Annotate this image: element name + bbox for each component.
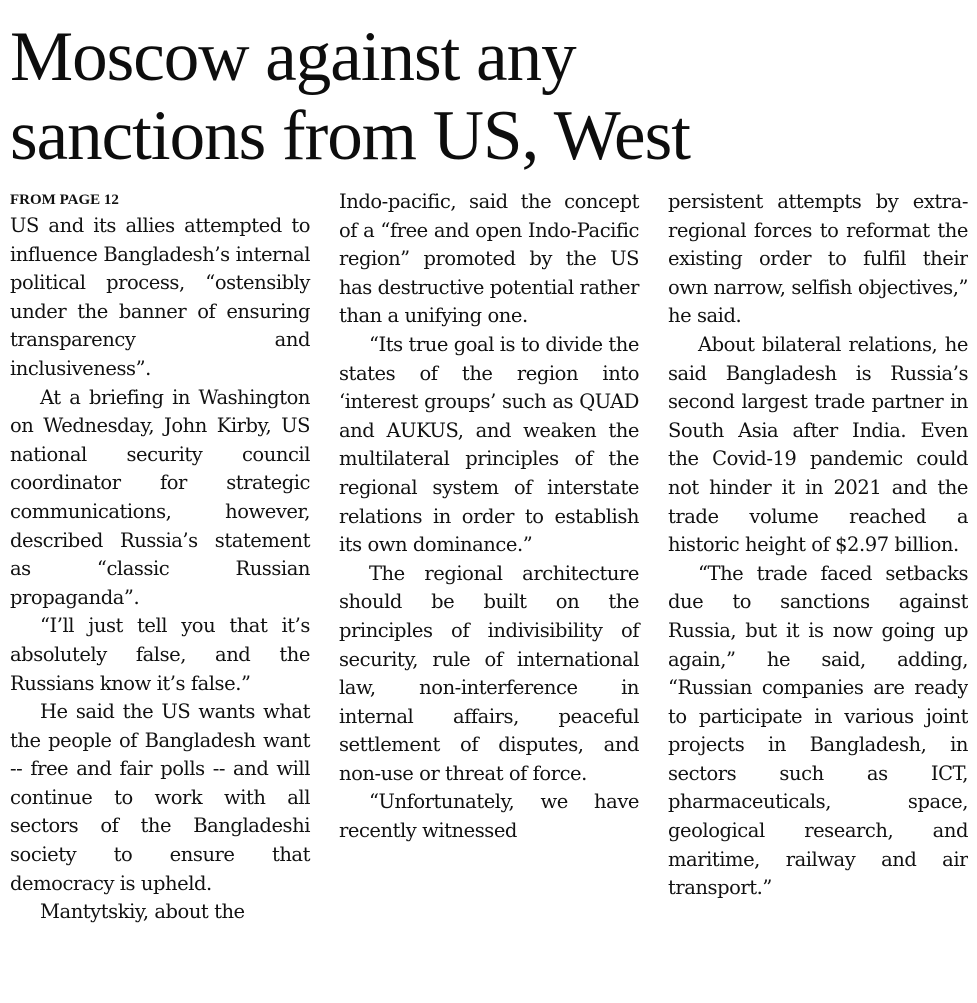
paragraph: Indo-pacific, said the concept of a “free and open Indo-Pacific region” promoted by the US has destructive potential rather than a unifying one. [339,190,639,328]
paragraph: About bilateral relations, he said Bangladesh is Russia’s second largest trade partner in South Asia after India. Even the Covid-19 pandemic could not hinder it in 2021 and the trade volume reached a historic height of $2.97 billion. [668,332,968,557]
headline-line-1: Moscow against any [10,18,576,96]
headline-line-2: sanctions from US, West [10,97,690,175]
paragraph: The regional architecture should be built on the principles of indivisibility of security, rule of international law, non-interference in internal affairs, peaceful settlement of disputes, and non-use or threat of force. [339,561,639,785]
paragraph: “I’ll just tell you that it’s absolutely false, and the Russians know it’s false.” [10,614,310,695]
paragraph: “The trade faced setbacks due to sanctions against Russia, but it is now going up again,” he said, adding, “Russian companies are ready to participate in various joint projects in Bangladesh, in sectors such as ICT, pharmaceuticals, space, geological research, and maritime, railway and air transport.” [668,561,968,900]
paragraph: Mantytskiy, about the [40,900,245,924]
paragraph: “Unfortunately, we have recently witnessed [339,790,639,843]
paragraph: He said the US wants what the people of Bangladesh want -- free and fair polls -- and will continue to work with all sectors of the Bangladeshi society to ensure that democracy is upheld. [10,700,310,895]
headline [10,18,960,176]
paragraph: At a briefing in Washington on Wednesday, John Kirby, US national security council coordinator for strategic communications, however, described Russia’s statement as “classic Russian propaganda”. [10,385,310,609]
column-2 [339,188,639,846]
article-body [10,188,968,1000]
column-1 [10,188,310,927]
column-3 [668,188,968,903]
paragraph: “Its true goal is to divide the states of the region into ‘interest groups’ such as QUAD and AUKUS, and weaken the multilateral principles of the regional system of interstate relations in order to establish its own dominance.” [339,332,639,557]
paragraph: US and its allies attempted to influence Bangladesh’s internal political process, “ostensibly under the banner of ensuring transparency and inclusiveness”. [10,214,310,380]
jump-kicker: FROM PAGE 12 [10,192,119,208]
paragraph: persistent attempts by extra-regional forces to reformat the existing order to fulfil their own narrow, selfish objectives,” he said. [668,190,968,328]
